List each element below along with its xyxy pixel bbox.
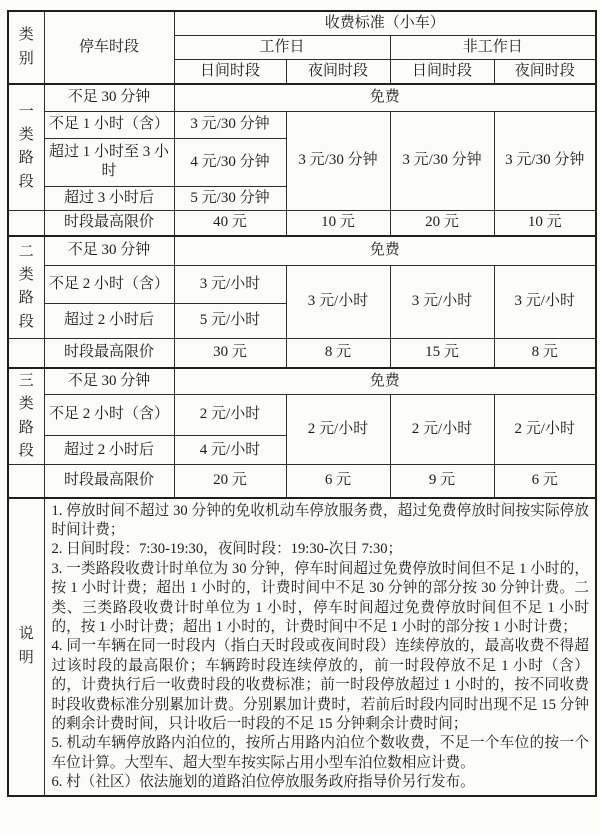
note-item-5: 5. 机动车辆停放路内泊位的，按所占用路内泊位个数收费，不足一个车位的按一个车位计算。大型车、超大型车按实际占用小型车泊位数相应计费。 [51, 735, 590, 771]
note-item-4: 4. 同一车辆在同一时段内（指白天时段或夜间时段）连续停放的，最高收费不得超过该时段的最高限价；车辆跨时段连续停放的，前一时段停放不足 1 小时（含）的，计费执行后一收费时段的收费标准；前一时段停放超过 1 小时的，按不同收费时段收费标准分别累加计费。分别累加计费时，若前后时段内同时出现不足 15 分钟的剩余计费时间，只计收后一时段的不足 15 分钟剩余计费时间； [51, 638, 590, 732]
period-cell: 时段最高限价 [44, 210, 174, 236]
fee-cell: 4 元/30 分钟 [174, 138, 286, 186]
cap-cell: 30 元 [174, 338, 286, 368]
cap-cell: 40 元 [174, 210, 286, 236]
fee-cell: 5 元/30 分钟 [174, 186, 286, 210]
fee-cell: 2 元/小时 [174, 394, 286, 436]
fee-cell-merged: 2 元/小时 [494, 394, 596, 465]
period-cell: 时段最高限价 [44, 465, 174, 498]
period-cell: 超过 1 小时至 3 小时 [44, 138, 174, 186]
fee-cell-merged: 3 元/小时 [390, 265, 494, 338]
section-label-class2-text: 二类路段 [18, 243, 34, 330]
empty-cell [8, 210, 44, 236]
section-label-class3-text: 三类路段 [18, 373, 34, 459]
cap-cell: 20 元 [390, 210, 494, 236]
section-label-class1-text: 一类路段 [18, 103, 34, 190]
period-cell: 不足 1 小时（含） [44, 111, 174, 138]
fee-cell-merged: 3 元/30 分钟 [390, 111, 494, 210]
fee-cell-merged: 3 元/小时 [494, 265, 596, 338]
fee-cell-free: 免费 [174, 368, 596, 394]
cap-cell: 9 元 [390, 465, 494, 498]
cap-cell: 20 元 [174, 465, 286, 498]
cap-cell: 10 元 [494, 210, 596, 236]
fee-cell-free: 免费 [174, 236, 596, 265]
period-cell: 超过 2 小时后 [44, 436, 174, 465]
period-cell: 超过 2 小时后 [44, 303, 174, 338]
section-label-class1 [8, 84, 44, 210]
cap-cell: 8 元 [286, 338, 390, 368]
cap-cell: 15 元 [390, 338, 494, 368]
note-item-1: 1. 停放时间不超过 30 分钟的免收机动车停放服务费，超过免费停放时间按实际停放时间计费； [51, 502, 590, 538]
section-label-class2 [8, 236, 44, 338]
fee-cell: 4 元/小时 [174, 436, 286, 465]
header-non-workday: 非工作日 [390, 35, 596, 59]
header-nonworkday-nighttime: 夜间时段 [494, 59, 596, 84]
notes-label-text: 说明 [18, 626, 34, 666]
period-cell: 不足 30 分钟 [44, 368, 174, 394]
header-category-label: 类别 [18, 27, 34, 67]
empty-cell [8, 338, 44, 368]
parking-fee-table [7, 10, 597, 797]
cap-cell: 6 元 [494, 465, 596, 498]
header-workday-daytime: 日间时段 [174, 59, 286, 84]
header-workday: 工作日 [174, 35, 390, 59]
note-item-3: 3. 一类路段收费计时单位为 30 分钟，停车时间超过免费停放时间但不足 1 小时的，按 1 小时计费；超出 1 小时的，计费时间中不足 30 分钟的部分按 30 分钟计费。二类、三类路段收费计时单位为 1 小时，停车时间超过免费停放时间但不足 1 小时的，按 1 小时计费；超出 1 小时的，计费时间中不足 1 小时的部分按 1 小时计费； [51, 560, 590, 635]
cap-cell: 8 元 [494, 338, 596, 368]
fee-cell-merged: 3 元/30 分钟 [286, 111, 390, 210]
empty-cell [8, 465, 44, 498]
period-cell: 不足 30 分钟 [44, 236, 174, 265]
header-workday-nighttime: 夜间时段 [286, 59, 390, 84]
notes-cell [44, 498, 596, 796]
header-parking-period: 停车时段 [44, 11, 174, 84]
period-cell: 时段最高限价 [44, 338, 174, 368]
fee-cell: 3 元/30 分钟 [174, 111, 286, 138]
fee-cell-merged: 3 元/30 分钟 [494, 111, 596, 210]
fee-cell-free: 免费 [174, 84, 596, 111]
note-item-6: 6. 村（社区）依法施划的道路泊位停放服务政府指导价另行发布。 [51, 774, 475, 791]
section-label-class3 [8, 368, 44, 465]
fee-cell-merged: 2 元/小时 [286, 394, 390, 465]
fee-cell: 5 元/小时 [174, 303, 286, 338]
period-cell: 不足 2 小时（含） [44, 265, 174, 303]
header-category [8, 11, 44, 84]
note-item-2: 2. 日间时段：7:30-19:30，夜间时段：19:30-次日 7:30； [51, 541, 403, 558]
cap-cell: 10 元 [286, 210, 390, 236]
fee-cell-merged: 2 元/小时 [390, 394, 494, 465]
period-cell: 超过 3 小时后 [44, 186, 174, 210]
fee-cell-merged: 3 元/小时 [286, 265, 390, 338]
period-cell: 不足 30 分钟 [44, 84, 174, 111]
header-nonworkday-daytime: 日间时段 [390, 59, 494, 84]
notes-label [8, 498, 44, 796]
fee-cell: 3 元/小时 [174, 265, 286, 303]
period-cell: 不足 2 小时（含） [44, 394, 174, 436]
header-fee-standard: 收费标准（小车） [174, 11, 596, 35]
cap-cell: 6 元 [286, 465, 390, 498]
